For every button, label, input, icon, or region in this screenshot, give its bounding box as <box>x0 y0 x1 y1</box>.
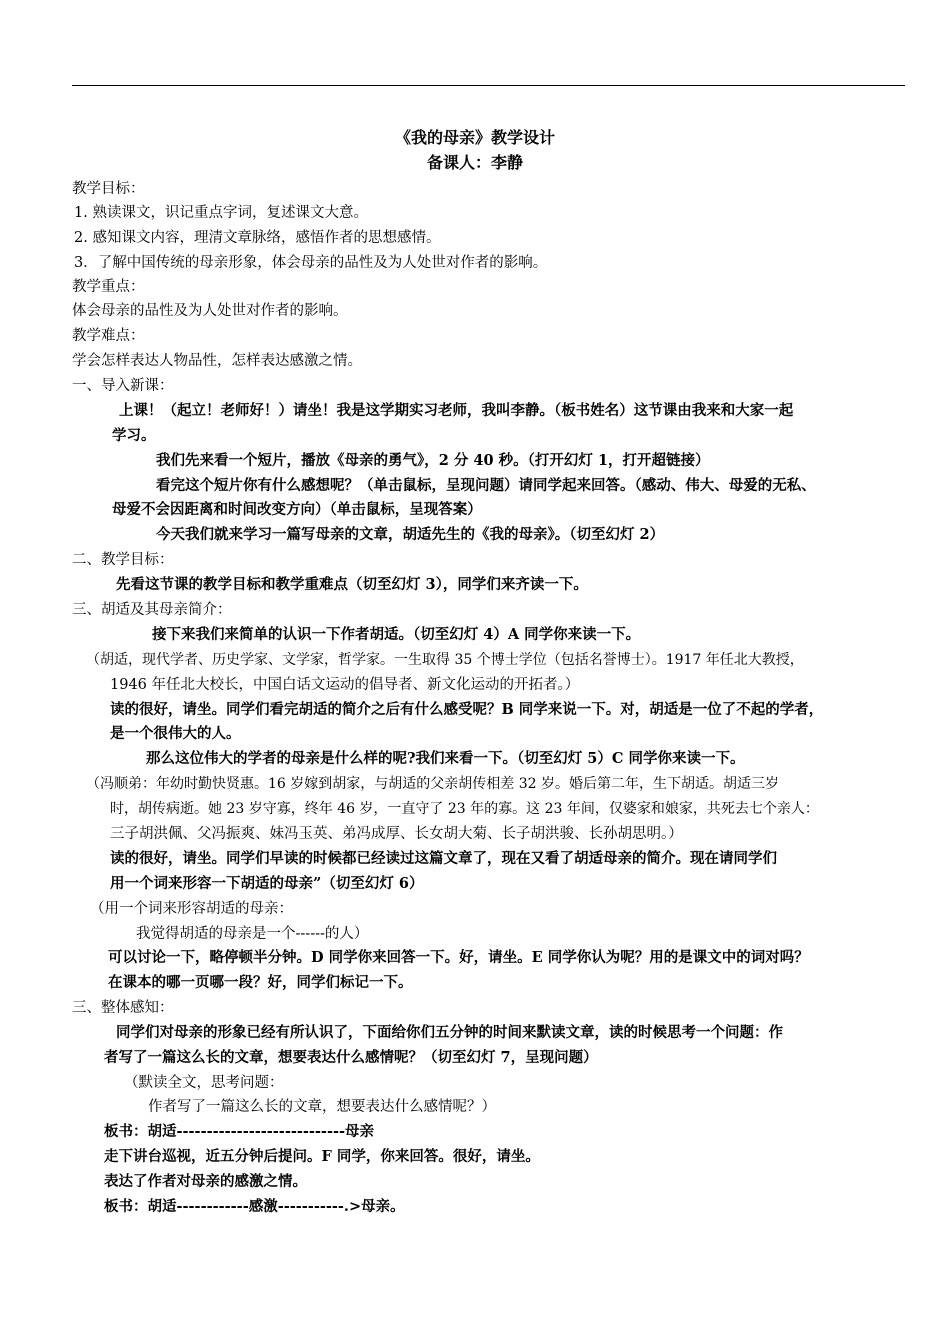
line-3: 2. 感知课文内容，理清文章脉络，感悟作者的思想感情。 <box>74 230 441 246</box>
line-23: 是一个很伟大的人。 <box>110 725 241 742</box>
line-10: 上课！（起立！老师好！）请坐！我是这学期实习老师，我叫李静。（板书姓名）这节课由我来和大家一起 <box>119 402 794 419</box>
line-7: 教学难点： <box>72 328 145 344</box>
line-9: 一、导入新课： <box>72 378 174 394</box>
line-8: 学会怎样表达人物品性，怎样表达感激之情。 <box>72 353 362 369</box>
line-36: 者写了一篇这么长的文章，想要表达什么感情呢？（切至幻灯 7，呈现问题） <box>104 1049 598 1066</box>
line-14: 母爱不会因距离和时间改变方向）（单击鼠标，呈现答案） <box>112 501 482 518</box>
line-24: 那么这位伟大的学者的母亲是什么样的呢?我们来看一下。（切至幻灯 5）C 同学你来读一下。 <box>146 750 745 767</box>
line-21: 1946 年任北大校长，中国白话文运动的倡导者、新文化运动的开拓者。） <box>110 677 580 693</box>
header-rule <box>72 85 905 86</box>
line-30: （用一个词来形容胡适的母亲： <box>90 901 293 917</box>
line-29: 用一个词来形容一下胡适的母亲”（切至幻灯 6） <box>110 875 424 892</box>
line-42: 板书：胡适------------感激-----------.>母亲。 <box>104 1198 405 1215</box>
line-12: 我们先来看一个短片，播放《母亲的勇气》，2 分 40 秒。（打开幻灯 1，打开超链接） <box>156 452 710 469</box>
line-20: （胡适，现代学者、历史学家、文学家，哲学家。一生取得 35 个博士学位（包括名誉博士）。1917 年任北大教授， <box>86 652 804 668</box>
line-22: 读的很好，请坐。同学们看完胡适的简介之后有什么感受呢？B 同学来说一下。对，胡适是一位了不起的学者， <box>110 701 824 718</box>
line-31: 我觉得胡适的母亲是一个------的人） <box>136 926 369 942</box>
line-6: 体会母亲的品性及为人处世对作者的影响。 <box>72 303 348 319</box>
line-13: 看完这个短片你有什么感想呢？（单击鼠标，呈现问题）请同学起来回答。（感动、伟大、母爱的无私、 <box>156 477 816 494</box>
line-32: 可以讨论一下，略停顿半分钟。D 同学你来回答一下。好，请坐。E 同学你认为呢？用的是课文中的词对吗？ <box>108 949 809 966</box>
line-1: 教学目标： <box>72 181 145 197</box>
line-37: （默读全文，思考问题： <box>124 1075 284 1091</box>
line-5: 教学重点： <box>72 279 145 295</box>
line-35: 同学们对母亲的形象已经有所认识了，下面给你们五分钟的时间来默读文章，读的时候思考一个问题：作 <box>116 1024 783 1041</box>
line-2: 1. 熟读课文，识记重点字词，复述课文大意。 <box>74 205 368 221</box>
line-25: （冯顺弟：年幼时勤快贤惠。16 岁嫁到胡家，与胡适的父亲胡传相差 32 岁。婚后第二年，生下胡适。胡适三岁 <box>86 776 779 792</box>
line-33: 在课本的哪一页哪一段？好，同学们标记一下。 <box>108 974 413 991</box>
line-28: 读的很好，请坐。同学们早读的时候都已经读过这篇文章了，现在又看了胡适母亲的简介。现在请同学们 <box>110 850 777 867</box>
line-41: 表达了作者对母亲的感激之情。 <box>104 1173 307 1190</box>
line-15: 今天我们就来学习一篇写母亲的文章，胡适先生的《我的母亲》。（切至幻灯 2） <box>156 526 665 543</box>
line-4: 3．了解中国传统的母亲形象，体会母亲的品性及为人处世对作者的影响。 <box>74 255 548 271</box>
line-40: 走下讲台巡视，近五分钟后提问。F 同学，你来回答。很好，请坐。 <box>104 1148 540 1165</box>
line-11: 学习。 <box>112 427 156 444</box>
line-18: 三、胡适及其母亲简介： <box>72 602 232 618</box>
line-39: 板书：胡适----------------------------母亲 <box>104 1123 375 1140</box>
line-17: 先看这节课的教学目标和教学重难点（切至幻灯 3），同学们来齐读一下。 <box>116 576 588 593</box>
line-34: 三、整体感知： <box>72 1000 174 1016</box>
line-38: 作者写了一篇这么长的文章，想要表达什么感情呢？） <box>148 1099 496 1115</box>
document-title: 《我的母亲》教学设计 <box>394 128 555 147</box>
line-16: 二、教学目标： <box>72 552 174 568</box>
author-line: 备课人：李静 <box>426 153 523 172</box>
line-27: 三子胡洪佩、父冯振爽、妹冯玉英、弟冯成厚、长女胡大菊、长子胡洪骏、长孙胡思明。） <box>110 826 683 842</box>
line-19: 接下来我们来简单的认识一下作者胡适。（切至幻灯 4）A 同学你来读一下。 <box>152 626 641 643</box>
line-26: 时，胡传病逝。她 23 岁守寡，终年 46 岁，一直守了 23 年的寡。这 23 年间，仅婆家和娘家，共死去七个亲人： <box>110 801 819 817</box>
